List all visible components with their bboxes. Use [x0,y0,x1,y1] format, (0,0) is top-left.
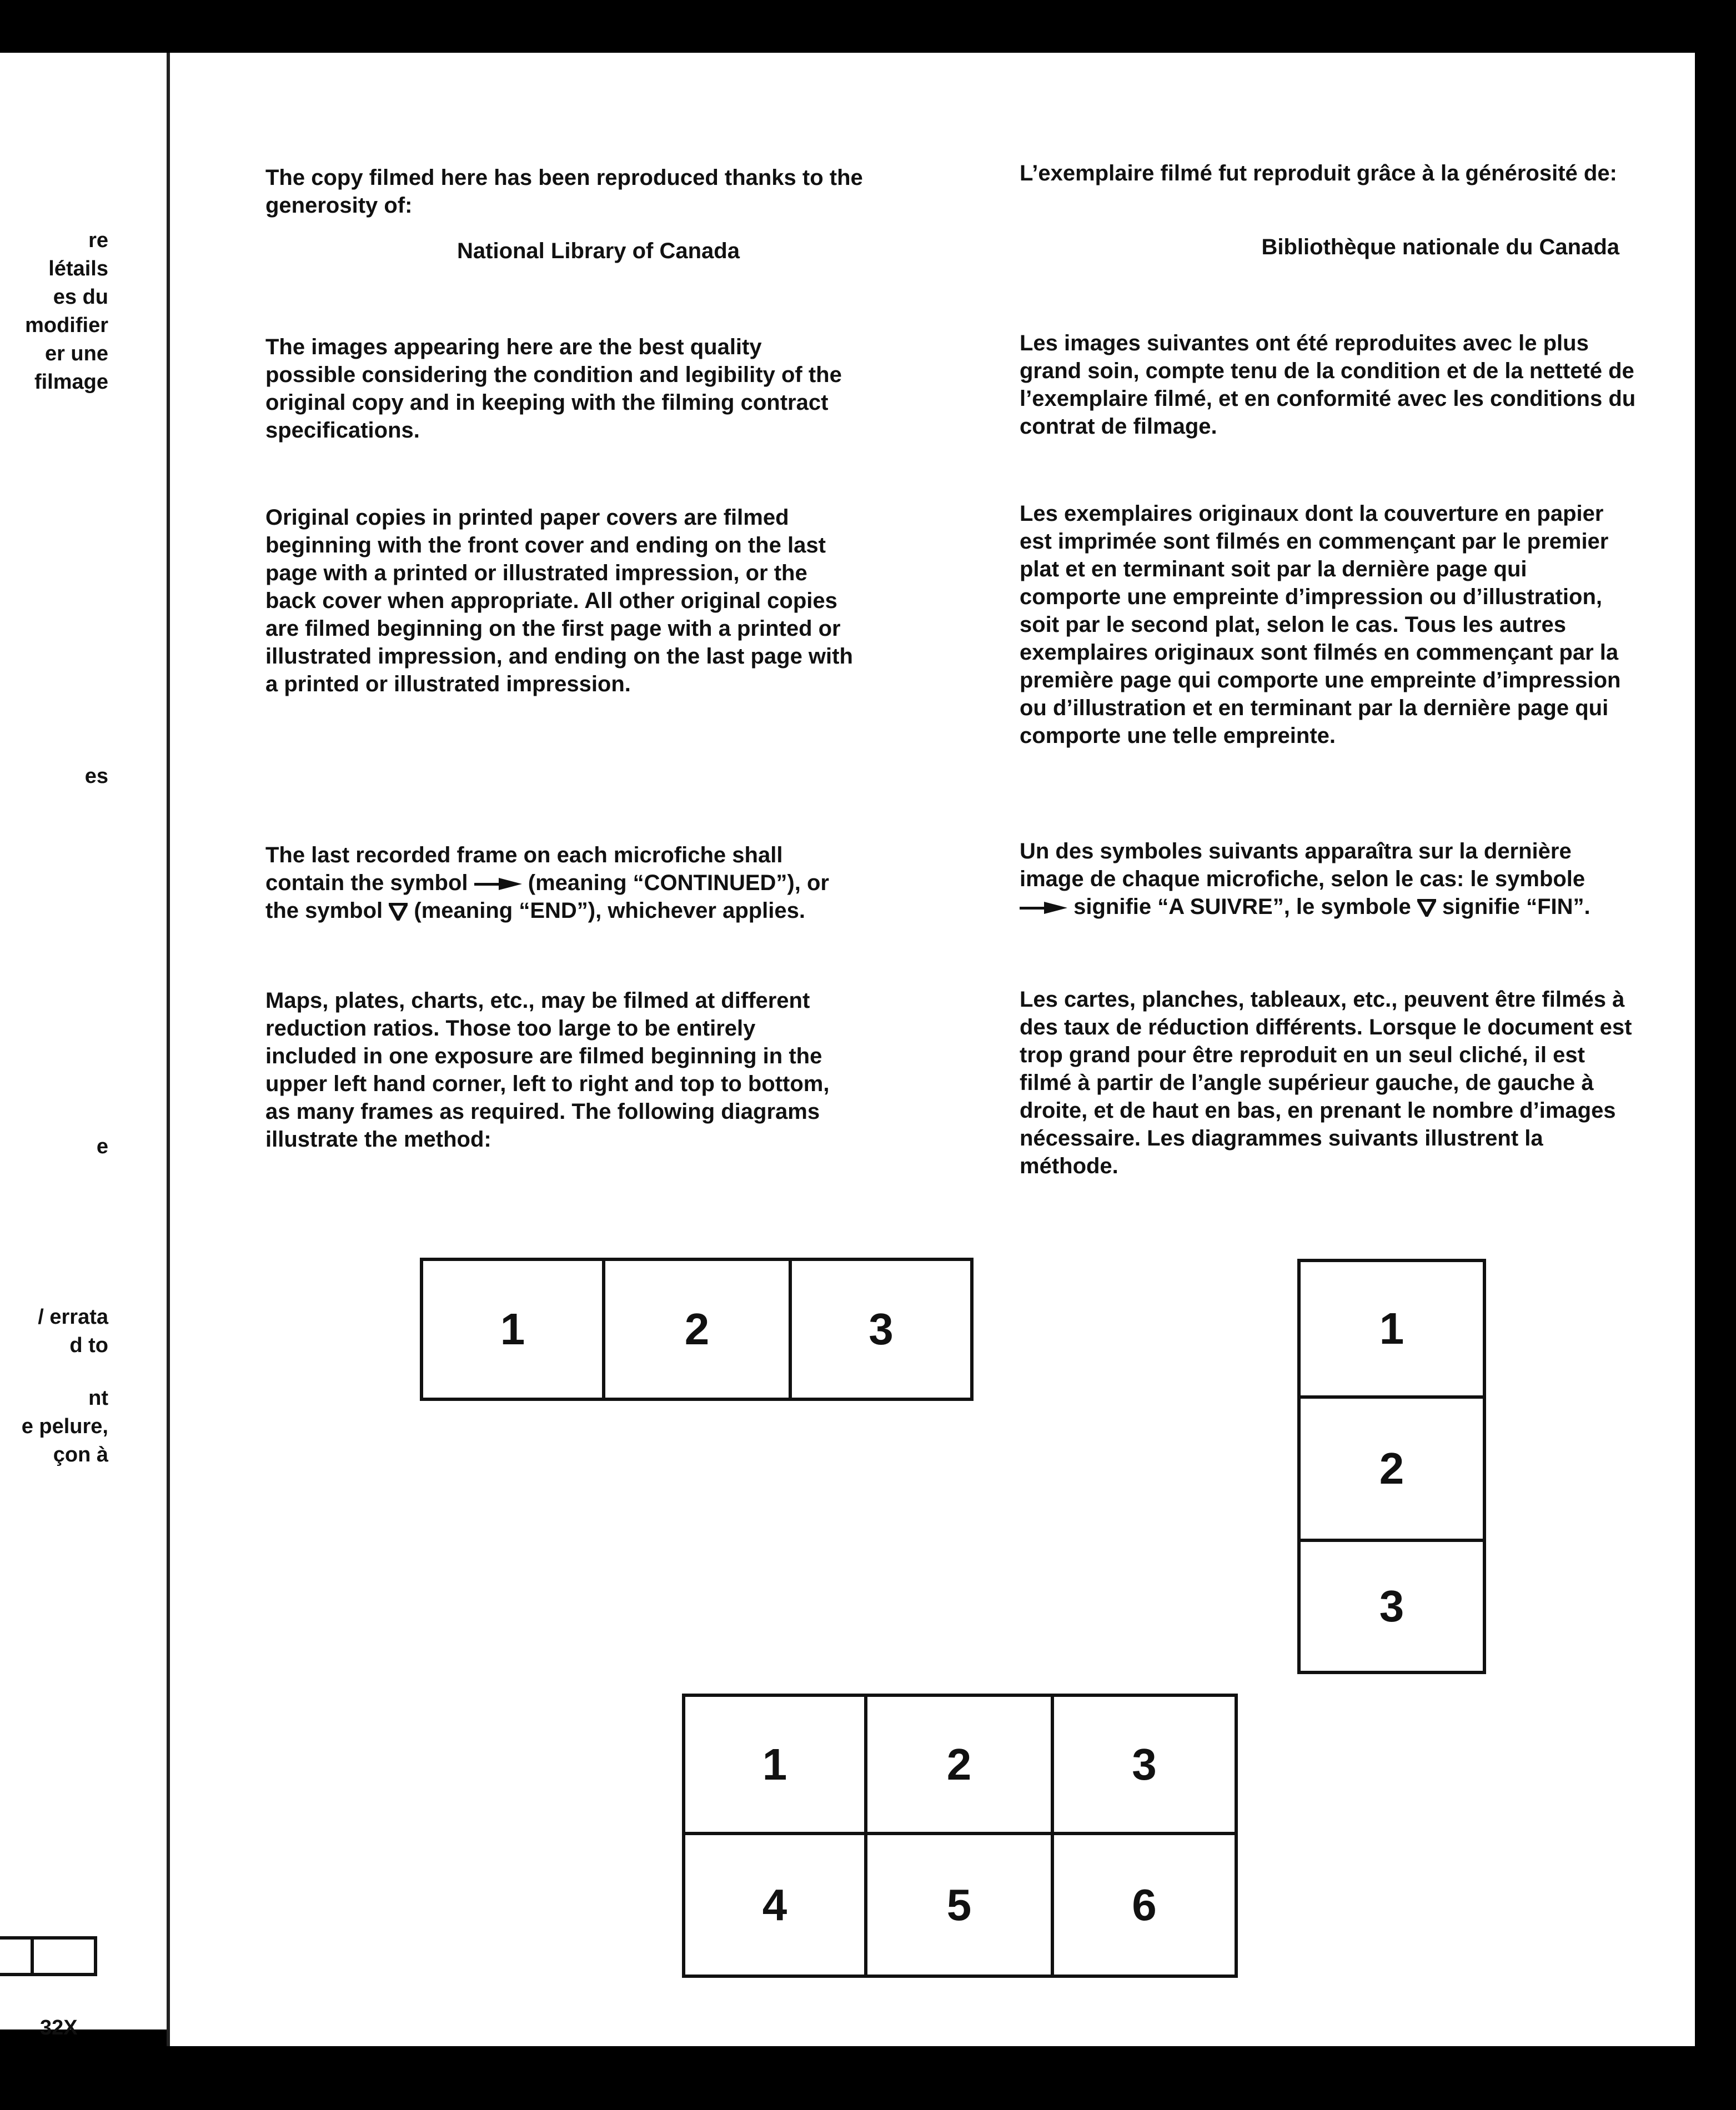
left-fragment-line: çon à [53,1443,108,1466]
grid-frame-diagram [682,1694,1238,1978]
reduction-code: 32X [40,2016,78,2039]
left-fragment-line: e [96,1135,108,1158]
frame-cell: 6 [1132,1880,1157,1930]
left-fragment-line: / errata [38,1305,108,1329]
left-fragment-line: e pelure, [21,1415,108,1438]
down-triangle-icon [389,903,408,921]
left-fragment-line: létails [48,257,108,280]
left-fragment-line: modifier [25,314,108,337]
frame-cell: 1 [1379,1304,1404,1353]
left-fragment-line: d to [69,1334,108,1357]
left-page-fragment [0,53,178,2039]
french-acknowledgement: L’exemplaire filmé fut reproduit grâce à la générosité de: [1020,161,1617,185]
frame-cell: 3 [1379,1581,1404,1631]
frame-cell: 5 [946,1880,972,1930]
english-quality-paragraph: The images appearing here are the best quality possible considering the condition and legibility of the original copy and in keeping with the filming contract specifications. [265,335,842,443]
french-diagrams-paragraph: Les cartes, planches, tableaux, etc., peuvent être filmés à des taux de réduction différents. Lorsque le document est trop grand pour être reproduit en un seul cliché, il est filmé à partir de l’angle supérieur gauche, de gauche à droite, et de haut en bas, en prenant le nombre d’images nécessaire. Les diagrammes suivants illustrent la méthode. [1020,987,1632,1178]
reduction-scale-box [0,1936,97,1976]
right-arrow-icon [474,877,522,891]
frame-cell: 2 [684,1304,710,1354]
french-quality-paragraph: Les images suivantes ont été reproduites avec le plus grand soin, compte tenu de la condition et de la netteté de l’exemplaire filmé, et en conformité avec les conditions du contrat de filmage. [1020,331,1636,439]
french-library-name: Bibliothèque nationale du Canada [1261,235,1619,259]
english-library-name: National Library of Canada [457,239,740,263]
right-page [167,53,1695,2046]
left-fragment-line: er une [44,342,108,365]
frame-cell: 3 [1132,1739,1157,1789]
left-fragment-line: nt [88,1386,108,1410]
frame-cell: 1 [500,1304,525,1354]
french-filming-order-paragraph: Les exemplaires originaux dont la couverture en papier est imprimée sont filmés en commençant par le premier plat et en terminant soit par la dernière page qui comporte une empreinte d’impression ou d’illustration, soit par le second plat, selon le cas. Tous les autres exemplaires originaux sont filmés en commençant par la première page qui comporte une empreinte d’impression ou d’illustration et en terminant par la dernière page qui comporte une telle empreinte. [1020,501,1621,748]
english-filming-order-paragraph: Original copies in printed paper covers are filmed beginning with the front cover and ending on the last page with a printed or illustrated impression, or the back cover when appropriate. All other original copies are filmed beginning on the first page with a printed or illustrated impression, and ending on the last page with a printed or illustrated impression. [265,505,853,696]
left-fragment-line: es [84,765,108,788]
frame-cell: 3 [869,1304,894,1354]
frame-cell: 1 [762,1739,787,1789]
right-arrow-icon [1020,901,1067,915]
english-acknowledgement: The copy filmed here has been reproduced thanks to the generosity of: [265,165,863,218]
horizontal-frame-diagram [420,1258,974,1401]
frame-cell: 2 [946,1739,972,1789]
left-fragment-line: es du [53,285,108,309]
english-diagrams-paragraph: Maps, plates, charts, etc., may be filmed at different reduction ratios. Those too large to be entirely included in one exposure are filmed beginning in the upper left hand corner, left to right and top to bottom, as many frames as required. The following diagrams illustrate the method: [265,988,830,1152]
french-symbols-paragraph: Un des symboles suivants apparaîtra sur la dernière image de chaque microfiche, selon le cas: le symbole signifie “A SUIVRE”, le symbole signifie “FIN”. [1020,839,1591,919]
english-symbols-paragraph: The last recorded frame on each microfiche shall contain the symbol (meaning “CONTINUED”), or the symbol (meaning “END”), whichever applies. [265,843,829,923]
frame-cell: 2 [1379,1444,1404,1493]
left-fragment-line: re [88,229,108,252]
vertical-frame-diagram [1297,1259,1486,1674]
frame-cell: 4 [762,1880,787,1930]
left-fragment-line: filmage [34,370,108,394]
down-triangle-icon [1417,899,1436,917]
